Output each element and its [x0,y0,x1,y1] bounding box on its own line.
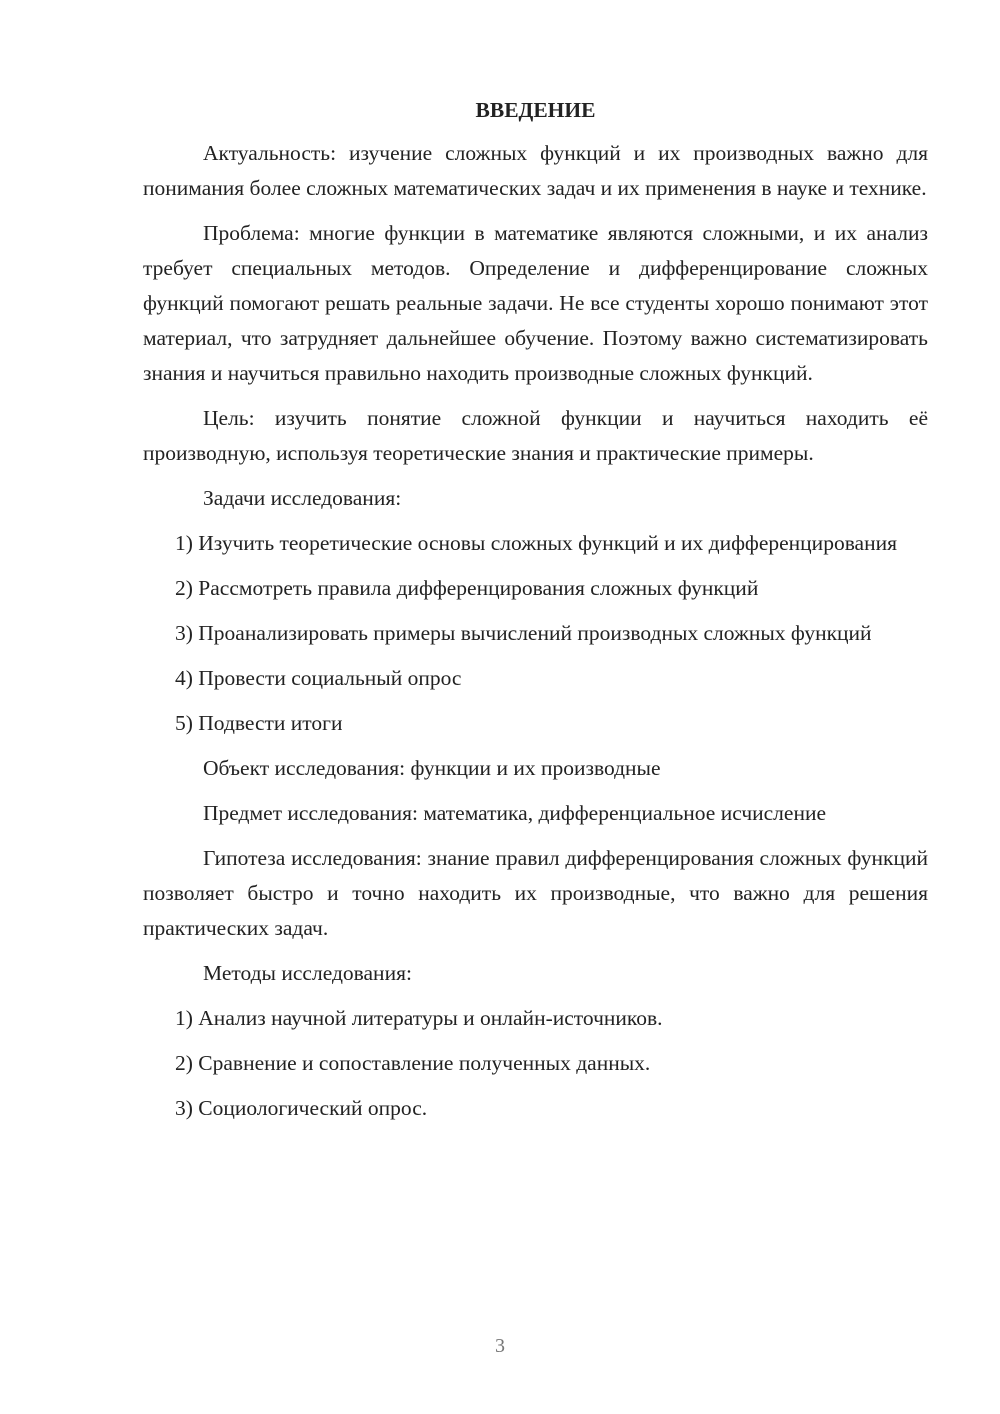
task-item-3: 3) Проанализировать примеры вычислений производных сложных функций [175,621,872,645]
object-paragraph: Объект исследования: функции и их производные [203,756,661,780]
tasks-heading: Задачи исследования: [203,486,402,510]
task-item-1: 1) Изучить теоретические основы сложных функций и их дифференцирования [175,531,898,555]
method-item-3: 3) Социологический опрос. [175,1096,428,1120]
method-item-1: 1) Анализ научной литературы и онлайн-источников. [175,1006,663,1030]
method-item-2: 2) Сравнение и сопоставление полученных данных. [175,1051,651,1075]
task-item-5: 5) Подвести итоги [175,711,343,735]
page-content [143,93,928,1136]
task-item-2: 2) Рассмотреть правила дифференцирования сложных функций [175,576,759,600]
subject-paragraph: Предмет исследования: математика, дифференциальное исчисление [203,801,827,825]
hypothesis-paragraph: Гипотеза исследования: знание правил дифференцирования сложных функций позволяет быстро и точно находить их производные, что важно для решения практических задач. [143,846,928,940]
methods-heading: Методы исследования: [203,961,412,985]
problem-paragraph: Проблема: многие функции в математике являются сложными, и их анализ требует специальных методов. Определение и дифференцирование сложных функций помогают решать реальные задачи. Не все студенты хорошо понимают этот материал, что затрудняет дальнейшее обучение. Поэтому важно систематизировать знания и научиться правильно находить производные сложных функций. [143,221,928,385]
task-item-4: 4) Провести социальный опрос [175,666,462,690]
page-number: 3 [495,1335,505,1357]
relevance-paragraph: Актуальность: изучение сложных функций и их производных важно для понимания более сложных математических задач и их применения в науке и технике. [143,141,928,200]
goal-paragraph: Цель: изучить понятие сложной функции и научиться находить её производную, используя теоретические знания и практические примеры. [143,406,928,465]
page-title: ВВЕДЕНИЕ [475,98,596,122]
